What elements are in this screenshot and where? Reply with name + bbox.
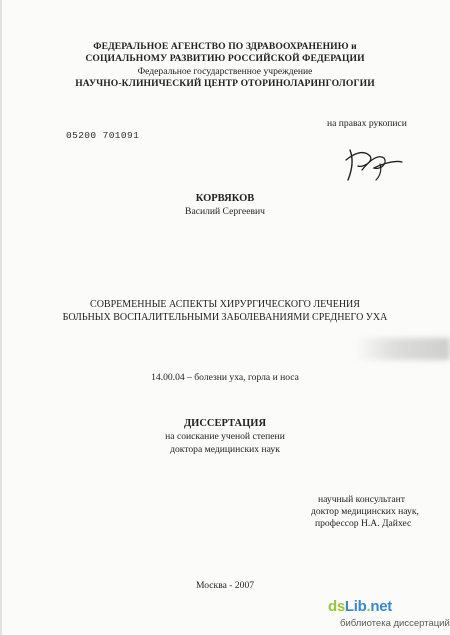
dslib-subtitle: библиотека диссертаций bbox=[340, 618, 450, 629]
manuscript-rights-note: на правах рукописи bbox=[327, 118, 407, 129]
consultant-role: научный консультант bbox=[318, 494, 405, 505]
consultant-degree: доктор медицинских наук, bbox=[311, 506, 419, 517]
author-surname: КОРВЯКОВ bbox=[195, 193, 255, 204]
scan-smudge bbox=[355, 338, 450, 360]
author-given-names: Василий Сергеевич bbox=[185, 206, 265, 217]
place-and-year: Москва - 2007 bbox=[195, 580, 255, 591]
handwritten-signature bbox=[340, 140, 406, 184]
degree-line-1: на соискание ученой степени bbox=[165, 431, 285, 442]
specialty-code: 14.00.04 – болезни уха, горла и носа bbox=[151, 372, 299, 383]
document-type: ДИССЕРТАЦИЯ bbox=[183, 418, 267, 429]
dissertation-title-line-2: БОЛЬНЫХ ВОСПАЛИТЕЛЬНЫМИ ЗАБОЛЕВАНИЯМИ СРЕДНЕГО УХА bbox=[62, 312, 388, 323]
agency-line-1: ФЕДЕРАЛЬНОЕ АГЕНСТВО ПО ЗДРАВООХРАНЕНИЮ и bbox=[93, 41, 357, 52]
consultant-name: профессор Н.А. Дайхес bbox=[315, 518, 412, 529]
dslib-logo bbox=[328, 598, 392, 615]
institution-name: НАУЧНО-КЛИНИЧЕСКИЙ ЦЕНТР ОТОРИНОЛАРИНГОЛОГИИ bbox=[75, 78, 375, 89]
agency-line-2: СОЦИАЛЬНОМУ РАЗВИТИЮ РОССИЙСКОЙ ФЕДЕРАЦИИ bbox=[85, 53, 365, 64]
dslib-watermark bbox=[328, 596, 450, 635]
dslib-logo-dot: . bbox=[366, 598, 371, 615]
archive-stamp-number: 05200 701091 bbox=[66, 130, 140, 141]
degree-line-2: доктора медицинских наук bbox=[170, 444, 280, 455]
dslib-logo-lib: Lib bbox=[344, 598, 367, 615]
dissertation-title-line-1: СОВРЕМЕННЫЕ АСПЕКТЫ ХИРУРГИЧЕСКОГО ЛЕЧЕНИЯ bbox=[90, 299, 360, 310]
institution-type: Федеральное государственное учреждение bbox=[137, 66, 313, 77]
dslib-logo-net: net bbox=[370, 598, 392, 615]
dslib-logo-ds: ds bbox=[328, 598, 345, 615]
